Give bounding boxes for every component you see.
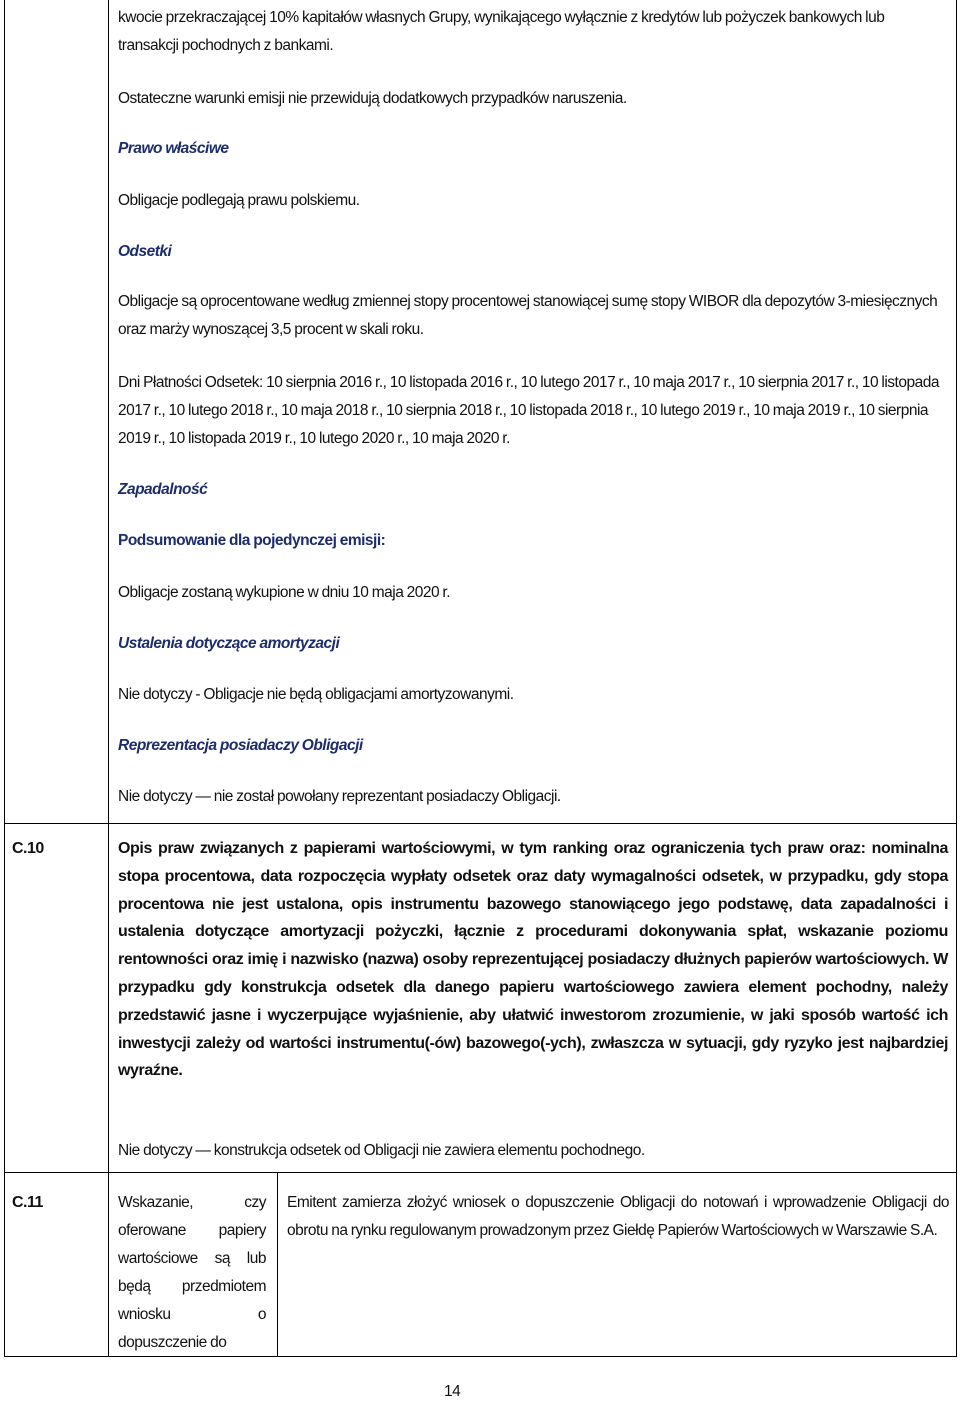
paragraph-interest-dates: Dni Płatności Odsetek: 10 sierpnia 2016 r., 10 listopada 2016 r., 10 lutego 2017 r., 10 maja 2017 r., 10 sierpnia 2017 r., 10 listopada 2017 r., 10 lutego 2018 r., 10 maja 2018 r., 10 sierpnia 2018 r., 10 listopada 2018 r., 10 lutego 2019 r., 10 maja 2019 r., 10 sierpnia 2019 r., 10 listopada 2019 r., 10 lutego 2020 r., 10 maja 2020 r. xyxy=(118,374,939,447)
row-divider-c10 xyxy=(4,823,957,824)
c11-right-text: Emitent zamierza złożyć wniosek o dopuszczenie Obligacji do notowań i wprowadzenie Obligacji do obrotu na rynku regulowanym prowadzonym przez Giełdę Papierów Wartościowych w Warszawie S.A. xyxy=(287,1194,949,1239)
row-divider-c11 xyxy=(4,1172,957,1173)
heading-single-issue-summary: Podsumowanie dla pojedynczej emisji: xyxy=(118,532,386,549)
c11-left-text: Wskazanie, czy oferowane papiery wartościowe są lub będą przedmiotem wniosku o dopuszczenie do xyxy=(118,1194,266,1351)
heading-governing-law: Prawo właściwe xyxy=(118,140,229,157)
paragraph-covenant: kwocie przekraczającej 10% kapitałów własnych Grupy, wynikającego wyłącznie z kredytów lub pożyczek bankowych lub transakcji pochodnych z bankami. xyxy=(118,9,885,54)
heading-maturity: Zapadalność xyxy=(118,481,208,498)
heading-bondholder-representation: Reprezentacja posiadaczy Obligacji xyxy=(118,737,363,754)
column-divider xyxy=(108,0,109,1357)
section-number-c11: C.11 xyxy=(12,1194,43,1211)
paragraph-amortization: Nie dotyczy - Obligacje nie będą obligacjami amortyzowanymi. xyxy=(118,686,514,703)
paragraph-interest-rate: Obligacje są oprocentowane według zmiennej stopy procentowej stanowiącej sumę stopy WIBOR dla depozytów 3-miesięcznych oraz marży wynoszącej 3,5 procent w skali roku. xyxy=(118,293,938,338)
page-number: 14 xyxy=(444,1383,461,1400)
table-left-border xyxy=(4,0,5,1357)
c10-heading: Opis praw związanych z papierami wartościowymi, w tym ranking oraz ograniczenia tych praw oraz: nominalna stopa procentowa, data rozpoczęcia wypłaty odsetek oraz daty wymagalności odsetek, w przypadku, gdy stopa procentowa nie jest ustalona, opis instrumentu bazowego stanowiącego jego podstawę, data zapadalności i ustalenia dotyczące amortyzacji pożyczki, łącznie z procedurami dokonywania spłat, wskazanie poziomu rentowności oraz imię i nazwisko (nazwa) osoby reprezentującej posiadaczy dłużnych papierów wartościowych. W przypadku gdy konstrukcja odsetek dla danego papieru wartościowego zawiera element pochodny, należy przedstawić jasne i wyczerpujące wyjaśnienie, aby ułatwić inwestorom zrozumienie, w jaki sposób wartość ich inwestycji zależy od wartości instrumentu(-ów) bazowego(-ych), zwłaszcza w sytuacji, gdy ryzyko jest najbardziej wyraźne. xyxy=(118,840,948,1080)
paragraph-default-events: Ostateczne warunki emisji nie przewidują dodatkowych przypadków naruszenia. xyxy=(118,90,627,107)
paragraph-redemption: Obligacje zostaną wykupione w dniu 10 maja 2020 r. xyxy=(118,584,451,601)
paragraph-representation: Nie dotyczy — nie został powołany reprezentant posiadaczy Obligacji. xyxy=(118,788,561,805)
table-right-border xyxy=(956,0,957,1357)
c10-body: Nie dotyczy — konstrukcja odsetek od Obligacji nie zawiera elementu pochodnego. xyxy=(118,1142,645,1159)
c11-column-divider xyxy=(277,1172,278,1357)
heading-interest: Odsetki xyxy=(118,243,172,260)
paragraph-governing-law: Obligacje podlegają prawu polskiemu. xyxy=(118,192,360,209)
section-number-c10: C.10 xyxy=(12,840,44,857)
heading-amortization: Ustalenia dotyczące amortyzacji xyxy=(118,635,340,652)
